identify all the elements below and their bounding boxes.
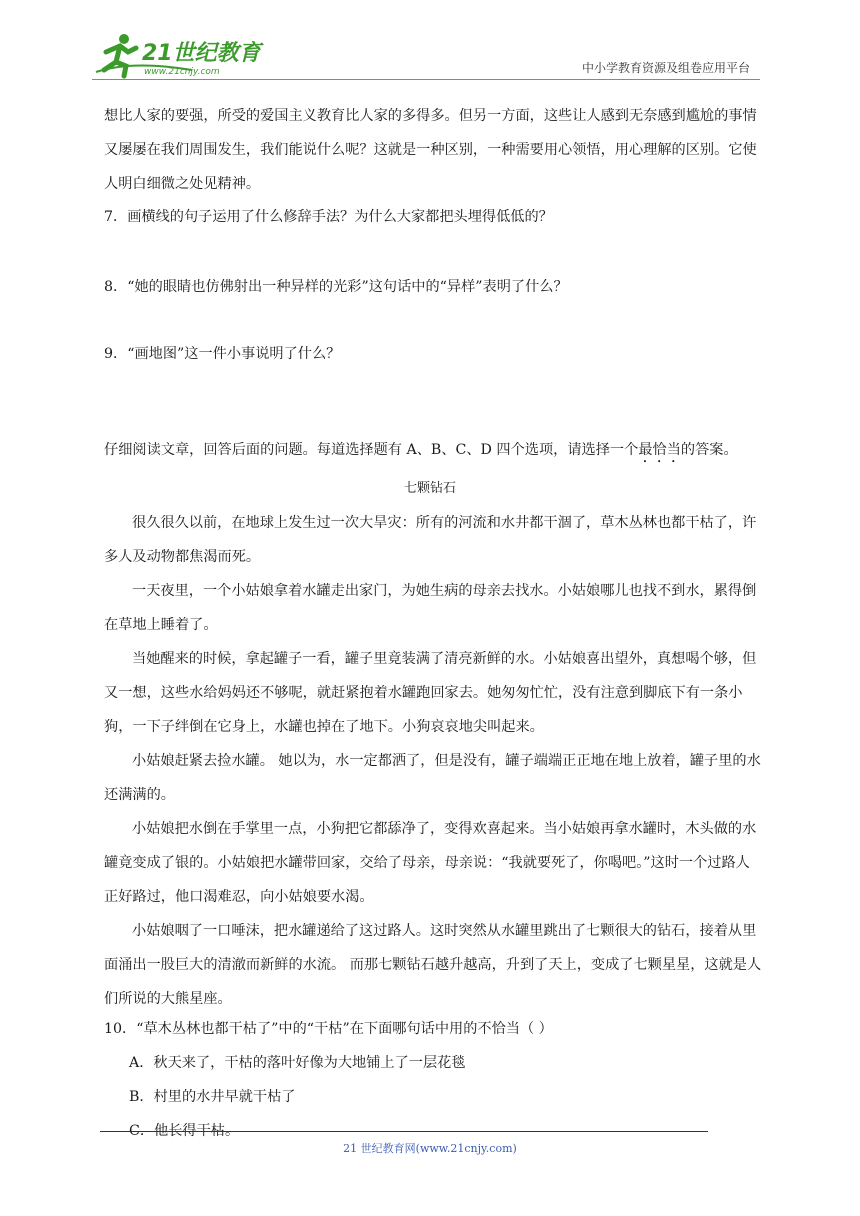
platform-label: 中小学教育资源及组卷应用平台 [581, 61, 750, 75]
logo [92, 30, 272, 80]
top-paragraph: 想比人家的要强，所受的爱国主义教育比人家的多得多。但另一方面，这些让人感到无奈感到尴尬的事情又屡屡在我们周围发生，我们能说什么呢？这就是一种区别，一种需要用心领悟，用心理解的区别。它使人明白细微之处见精神。 [104, 108, 757, 192]
logo-url: www.21cnjy.com [144, 67, 220, 77]
instruction-emphasis: 最恰当 [638, 442, 681, 458]
footer-divider [100, 1131, 708, 1132]
question-7: 7．画横线的句子运用了什么修辞手法？为什么大家都把头埋得低低的？ [104, 209, 553, 225]
option-b: B．村里的水井早就干枯了 [129, 1089, 296, 1105]
footer-link[interactable]: 21 世纪教育网(www.21cnjy.com) [343, 1142, 517, 1155]
runner-logo-icon [92, 30, 272, 80]
story-paragraph: 小姑娘咽了一口唾沫，把水罐递给了这过路人。这时突然从水罐里跳出了七颗很大的钻石，接着从里面涌出一股巨大的清澈而新鲜的水流。 而那七颗钻石越升越高，升到了天上，变成了七颗星星，这就是人们所说的大熊星座。 [104, 923, 762, 1007]
story-paragraph: 小姑娘把水倒在手掌里一点，小狗把它都舔净了，变得欢喜起来。当小姑娘再拿水罐时，木头做的水罐竟变成了银的。小姑娘把水罐带回家，交给了母亲，母亲说：“我就要死了，你喝吧。”这时一个过路人正好路过，他口渴难忍，向小姑娘要水渴。 [104, 821, 757, 905]
story-paragraph: 一天夜里，一个小姑娘拿着水罐走出家门，为她生病的母亲去找水。小姑娘哪儿也找不到水，累得倒在草地上睡着了。 [104, 583, 757, 633]
reading-instruction [104, 439, 738, 466]
instruction-tail: 的答案。 [680, 442, 738, 458]
question-10: 10．“草木丛林也都干枯了”中的“干枯”在下面哪句话中用的不恰当（ ） [104, 1021, 553, 1037]
story-paragraph: 很久很久以前，在地球上发生过一次大旱灾：所有的河流和水井都干涸了，草木丛林也都干枯了，许多人及动物都焦渴而死。 [104, 515, 757, 565]
story-title: 七颗钻石 [403, 481, 456, 496]
header-divider [92, 79, 760, 80]
instruction-text: 仔细阅读文章，回答后面的问题。每道选择题有 A、B、C、D 四个选项，请选择一个 [104, 442, 639, 458]
question-9: 9．“画地图”这一件小事说明了什么？ [104, 346, 341, 362]
option-a: A．秋天来了，干枯的落叶好像为大地铺上了一层花毯 [129, 1055, 466, 1071]
page-header [92, 30, 760, 80]
option-c: C．他长得干枯。 [129, 1123, 240, 1139]
story-paragraph: 小姑娘赶紧去捡水罐。 她以为，水一定都洒了，但是没有，罐子端端正正地在地上放着，罐子里的水还满满的。 [104, 753, 761, 803]
story-paragraph: 当她醒来的时候，拿起罐子一看，罐子里竟装满了清亮新鲜的水。小姑娘喜出望外，真想喝个够，但又一想，这些水给妈妈还不够呢，就赶紧抱着水罐跑回家去。她匆匆忙忙，没有注意到脚底下有一条小狗，一下子绊倒在它身上，水罐也掉在了地下。小狗哀哀地尖叫起来。 [104, 651, 757, 735]
question-8: 8．“她的眼睛也仿佛射出一种异样的光彩”这句话中的“异样”表明了什么？ [104, 279, 568, 295]
logo-text: 21世纪教育 [142, 41, 261, 66]
